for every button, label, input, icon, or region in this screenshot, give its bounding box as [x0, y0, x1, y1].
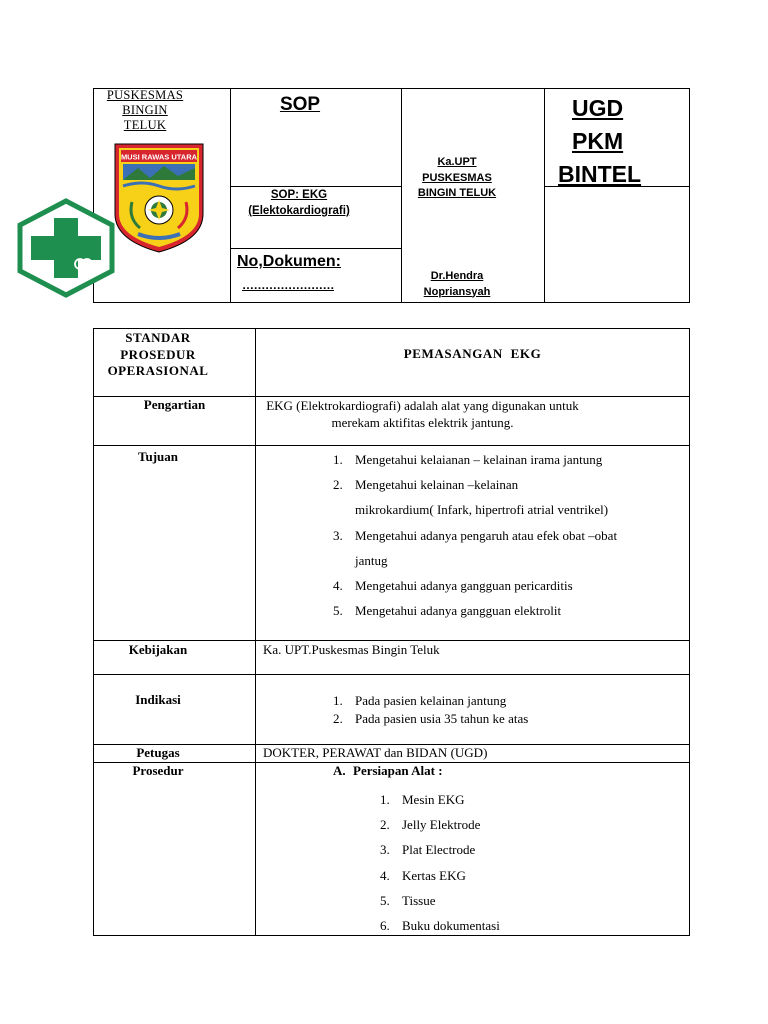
- row-divider: [93, 674, 690, 675]
- row-divider: [93, 640, 690, 641]
- list-item: [380, 812, 670, 837]
- list-item: [333, 573, 683, 598]
- list-item: [380, 863, 670, 888]
- tujuan-label: Tujuan: [138, 449, 178, 464]
- list-number: 3.: [333, 527, 343, 543]
- sop-head-label: STANDAR PROSEDUR OPERASIONAL: [107, 330, 209, 378]
- list-text: Mesin EKG: [402, 792, 465, 807]
- list-number: 5.: [380, 892, 390, 908]
- list-number: 2.: [380, 817, 390, 833]
- row-divider: [93, 445, 690, 446]
- list-item: [333, 710, 683, 728]
- list-number: 1.: [380, 792, 390, 807]
- list-text: Buku dokumentasi: [402, 918, 500, 934]
- unit-label: [558, 92, 641, 191]
- list-item: [380, 787, 670, 812]
- sop-head-title: PEMASANGAN EKG: [403, 346, 542, 361]
- list-text: Jelly Elektrode: [402, 817, 481, 833]
- divider: [230, 88, 231, 303]
- list-text: Mengetahui kelainan –kelainan: [355, 477, 519, 493]
- pengertian-line-1: EKG (Elektrokardiografi) adalah alat yang digunakan untuk: [266, 398, 579, 413]
- list-item: [380, 837, 670, 862]
- tujuan-list: [333, 447, 683, 623]
- list-text: Pada pasien kelainan jantung: [355, 693, 507, 708]
- list-text: jantug: [355, 552, 388, 568]
- kebijakan-value: Ka. UPT.Puskesmas Bingin Teluk: [263, 642, 440, 657]
- indikasi-list: [333, 692, 683, 727]
- pengertian-line-2: merekam aktifitas elektrik jantung.: [331, 415, 514, 430]
- unit-line-2: PKM: [572, 128, 624, 154]
- petugas-label: Petugas: [136, 745, 180, 760]
- list-number: 4.: [380, 867, 390, 883]
- list-text: Mengetahui adanya gangguan pericarditis: [355, 578, 573, 594]
- section-title: Persiapan Alat :: [353, 763, 443, 778]
- green-cross-icon: [17, 198, 115, 298]
- unit-line-3: BINTEL: [558, 161, 642, 187]
- list-item: [333, 447, 683, 472]
- border: [689, 88, 690, 303]
- border: [93, 328, 690, 329]
- section-number: A.: [333, 763, 346, 778]
- svg-text:MUSI RAWAS UTARA: MUSI RAWAS UTARA: [120, 152, 198, 162]
- petugas-value: DOKTER, PERAWAT dan BIDAN (UGD): [263, 745, 488, 760]
- list-number: 6.: [380, 918, 390, 934]
- emblem-icon: [112, 142, 206, 254]
- list-item: [333, 523, 683, 548]
- doc-number-value: ……………………: [242, 278, 334, 292]
- approver-name: Dr.Hendra Nopriansyah: [423, 270, 491, 298]
- kebijakan-label: Kebijakan: [128, 642, 188, 657]
- list-number: 2.: [333, 477, 343, 493]
- list-text: Plat Electrode: [402, 842, 476, 858]
- list-text: Mengetahui kelaianan – kelainan irama jantung: [355, 452, 603, 467]
- list-number: 5.: [333, 603, 343, 619]
- list-text: Mengetahui adanya gangguan elektrolit: [355, 603, 562, 619]
- border: [689, 328, 690, 936]
- list-item: [333, 472, 683, 497]
- list-number: 3.: [380, 842, 390, 858]
- divider: [544, 88, 545, 303]
- org-name: PUSKESMAS BINGIN TELUK: [106, 88, 184, 132]
- doc-number-label: No,Dokumen:: [237, 253, 341, 270]
- list-item: [333, 692, 683, 710]
- list-text: Pada pasien usia 35 tahun ke atas: [355, 710, 529, 726]
- list-number: 4.: [333, 578, 343, 594]
- regional-emblem: [112, 142, 206, 254]
- list-number: 1.: [333, 452, 343, 467]
- list-item: [380, 913, 670, 938]
- pengertian-label: Pengartian: [143, 397, 206, 412]
- divider: [401, 88, 402, 303]
- list-text: Kertas EKG: [402, 867, 466, 883]
- sop-title: SOP: [279, 94, 321, 115]
- approver-title: Ka.UPT PUSKESMAS BINGIN TELUK: [417, 156, 497, 199]
- border: [93, 328, 94, 936]
- list-number: 2.: [333, 710, 343, 726]
- alat-list: [380, 787, 670, 938]
- prosedur-section-heading: [333, 763, 443, 779]
- list-item-continuation: [333, 548, 683, 573]
- list-text: Tissue: [402, 892, 436, 908]
- pengertian-value: [256, 397, 589, 431]
- unit-line-1: UGD: [572, 95, 624, 121]
- divider: [230, 248, 402, 249]
- prosedur-label: Prosedur: [132, 763, 184, 778]
- border: [93, 302, 690, 303]
- indikasi-label: Indikasi: [135, 692, 181, 707]
- sop-subject: SOP: EKG (Elektokardiografi): [248, 189, 350, 217]
- list-item-continuation: [333, 497, 683, 522]
- list-item: [333, 598, 683, 623]
- puskesmas-logo: [17, 198, 115, 298]
- list-text: Mengetahui adanya pengaruh atau efek obat –obat: [355, 527, 618, 543]
- list-item: [380, 888, 670, 913]
- list-text: mikrokardium( Infark, hipertrofi atrial ventrikel): [355, 502, 609, 518]
- list-number: 1.: [333, 693, 343, 708]
